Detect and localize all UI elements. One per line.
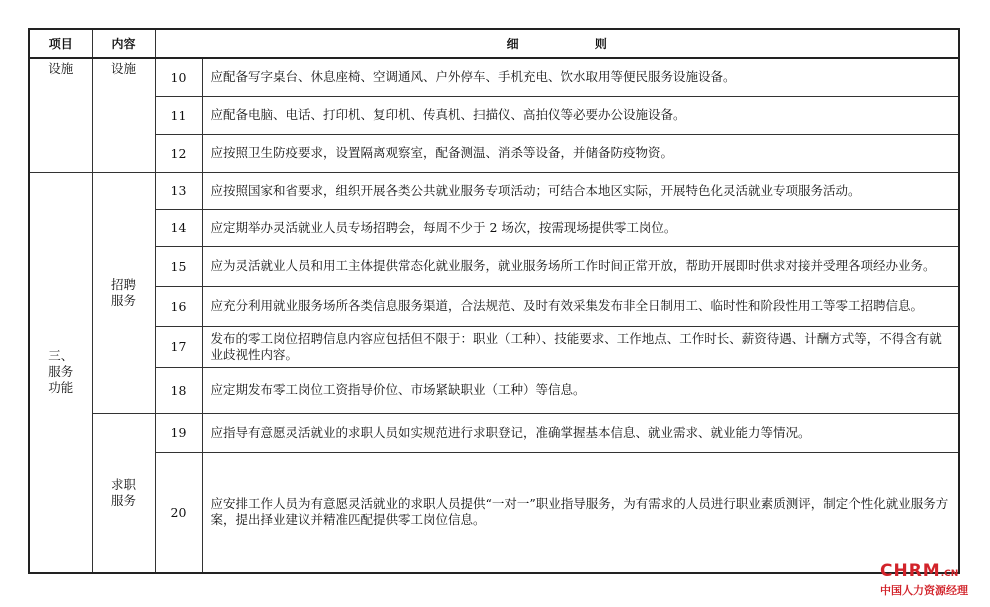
rules-table <box>28 28 960 574</box>
table-row <box>29 209 959 246</box>
row-number: 19 <box>155 413 202 452</box>
table-row <box>29 452 959 573</box>
row-text: 应配备写字桌台、休息座椅、空调通风、户外停车、手机充电、饮水取用等便民服务设施设备。 <box>202 58 959 96</box>
row-text: 应配备电脑、电话、打印机、复印机、传真机、扫描仪、高拍仪等必要办公设施设备。 <box>202 96 959 134</box>
row-number: 20 <box>155 452 202 573</box>
row-text: 应安排工作人员为有意愿灵活就业的求职人员提供“一对一”职业指导服务，为有需求的人员进行职业素质测评，制定个性化就业服务方案，提出择业建议并精准匹配提供零工岗位信息。 <box>202 452 959 573</box>
logo-mark: CHRM <box>880 561 941 581</box>
row-text: 发布的零工岗位招聘信息内容应包括但不限于：职业（工种）、技能要求、工作地点、工作时长、薪资待遇、计酬方式等，不得含有就业歧视性内容。 <box>202 326 959 367</box>
row-text: 应指导有意愿灵活就业的求职人员如实规范进行求职登记，准确掌握基本信息、就业需求、就业能力等情况。 <box>202 413 959 452</box>
subcategory-job-seeking: 求职 服务 <box>92 413 155 573</box>
table-row <box>29 58 959 96</box>
category-service-function: 三、 服务 功能 <box>29 172 92 573</box>
subcategory-facility: 设施 <box>92 58 155 172</box>
table-row <box>29 367 959 413</box>
row-number: 13 <box>155 172 202 209</box>
row-text: 应按照国家和省要求，组织开展各类公共就业服务专项活动；可结合本地区实际，开展特色化灵活就业专项服务活动。 <box>202 172 959 209</box>
table-header-row <box>29 29 959 58</box>
header-content: 内容 <box>92 29 155 58</box>
header-project: 项目 <box>29 29 92 58</box>
row-number: 10 <box>155 58 202 96</box>
row-number: 12 <box>155 134 202 172</box>
row-number: 15 <box>155 246 202 286</box>
table-row <box>29 286 959 326</box>
row-number: 14 <box>155 209 202 246</box>
row-text: 应定期举办灵活就业人员专场招聘会，每周不少于 2 场次，按需现场提供零工岗位。 <box>202 209 959 246</box>
category-facility: 设施 <box>29 58 92 172</box>
row-text: 应定期发布零工岗位工资指导价位、市场紧缺职业（工种）等信息。 <box>202 367 959 413</box>
logo-suffix: .CN <box>940 569 959 579</box>
table-row <box>29 246 959 286</box>
row-number: 17 <box>155 326 202 367</box>
row-text: 应按照卫生防疫要求，设置隔离观察室，配备测温、消杀等设备，并储备防疫物资。 <box>202 134 959 172</box>
table-row <box>29 96 959 134</box>
row-number: 18 <box>155 367 202 413</box>
subcategory-recruitment: 招聘 服务 <box>92 172 155 413</box>
logo-tagline: 中国人力资源经理 <box>880 584 968 597</box>
row-number: 11 <box>155 96 202 134</box>
row-number: 16 <box>155 286 202 326</box>
row-text: 应为灵活就业人员和用工主体提供常态化就业服务，就业服务场所工作时间正常开放，帮助开展即时供求对接并受理各项经办业务。 <box>202 246 959 286</box>
table-row <box>29 413 959 452</box>
chrm-logo <box>880 561 980 601</box>
header-detail: 细 则 <box>155 29 959 58</box>
table-row <box>29 134 959 172</box>
table-row <box>29 172 959 209</box>
row-text: 应充分利用就业服务场所各类信息服务渠道，合法规范、及时有效采集发布非全日制用工、临时性和阶段性用工等零工招聘信息。 <box>202 286 959 326</box>
table-row <box>29 326 959 367</box>
